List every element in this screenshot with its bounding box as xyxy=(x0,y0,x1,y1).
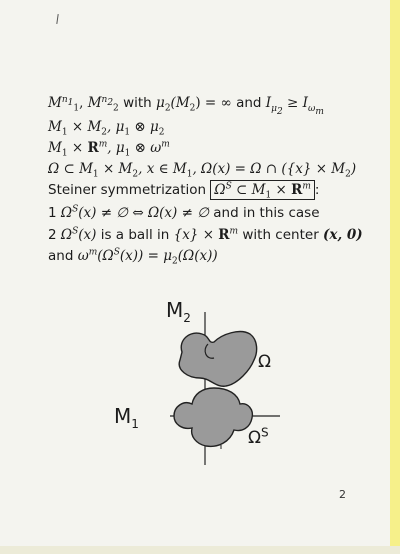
label-m1: $M_1$ xyxy=(114,404,139,431)
boxed-formula: $\Omega^S$ ⊂ $M_1 \times R^m$ xyxy=(210,180,315,200)
line-product-space: $M_1 \times M_2$, $\mu_1$ ⊗ $\mu_2$ xyxy=(48,119,165,138)
steiner-diagram xyxy=(130,300,330,470)
steiner-figure xyxy=(114,298,330,474)
label-omega-s: $\Omega^S$ xyxy=(248,425,269,448)
page-bottom-edge xyxy=(0,546,400,554)
label-omega: Ω xyxy=(258,352,271,372)
page-number: 2 xyxy=(339,488,346,501)
line-property-1: 1 $\Omega^S(x)$ ≠ ∅ ⇔ Ω(x) ≠ ∅ and in this case xyxy=(48,204,320,221)
line-property-2: 2 $\Omega^S(x)$ is a ball in $\{x\} \times R^m$ with center (x, 0) xyxy=(48,226,363,243)
omega-set-shape xyxy=(179,332,256,387)
line-omega-section: Ω ⊂ $M_1 \times M_2$, x ∈ $M_1$, Ω(x) = Ω ∩ $(\{x\} \times M_2)$ xyxy=(48,161,357,180)
line-spaces-measure: $M^{n_1}_1$, $M^{n_2}_2$ with $\mu_2(M_2)$ = ∞ and $I_{\mu_2} \ge I_{\omega_m}$ xyxy=(48,94,324,117)
page-edge-highlight xyxy=(390,0,400,554)
line-product-euclidean: $M_1 \times R^m$, $\mu_1$ ⊗ $\omega^m$ xyxy=(48,139,170,159)
scan-mark xyxy=(56,14,58,24)
line-steiner-definition: Steiner symmetrization $\Omega^S$ ⊂ $M_1 \times R^m$ : xyxy=(48,181,320,201)
omega-s-set-shape xyxy=(174,388,252,446)
label-m2: $M_2$ xyxy=(166,298,191,325)
line-measure-equality: and $\omega^m(\Omega^S(x)) = \mu_2(\Omega(x))$ xyxy=(48,247,218,267)
